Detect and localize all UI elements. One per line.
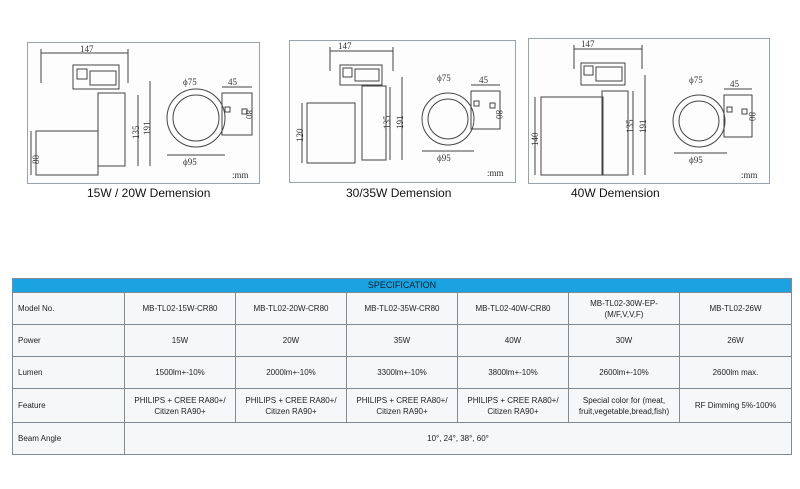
dim-overall-height-label: 191 <box>142 121 152 135</box>
dim-overall-height-label: 191 <box>395 115 405 129</box>
table-cell: MB-TL02-20W-CR80 <box>236 293 347 325</box>
dim-width-label: 147 <box>338 41 352 51</box>
table-cell: PHILIPS + CREE RA80+/ Citizen RA90+ <box>347 389 458 423</box>
dim-outer-diameter-label: ϕ95 <box>437 153 451 163</box>
table-cell: MB-TL02-15W-CR80 <box>125 293 236 325</box>
table-row <box>13 293 792 325</box>
unit-label: :mm <box>741 170 758 180</box>
dim-width-label: 147 <box>581 39 595 49</box>
table-header-row <box>13 279 792 293</box>
table-cell: Special color for (meat, fruit,vegetable,bread,fish) <box>569 389 680 423</box>
unit-label: :mm <box>232 170 249 180</box>
drawing-caption: 30/35W Demension <box>346 186 452 200</box>
dim-box-height-label: 80 <box>747 112 757 121</box>
table-cell: 30W <box>569 325 680 357</box>
table-cell: 40W <box>458 325 569 357</box>
drawing-caption: 15W / 20W Demension <box>87 186 211 200</box>
table-cell: PHILIPS + CREE RA80+/ Citizen RA90+ <box>236 389 347 423</box>
dimension-drawing-svg <box>290 41 515 182</box>
dimension-drawing-15w-20w <box>27 42 260 184</box>
table-cell: PHILIPS + CREE RA80+/ Citizen RA90+ <box>125 389 236 423</box>
dim-head-height-label: 135 <box>131 125 141 139</box>
dim-outer-diameter-label: ϕ95 <box>183 157 197 167</box>
row-label: Model No. <box>13 293 125 325</box>
table-row <box>13 325 792 357</box>
dim-diameter-label: ϕ75 <box>183 77 197 87</box>
dim-diameter-label: ϕ75 <box>437 73 451 83</box>
unit-label: :mm <box>487 168 504 178</box>
dim-body-height-label: 140 <box>530 132 540 146</box>
dim-box-width-label: 45 <box>228 77 237 87</box>
table-cell: RF Dimming 5%-100% <box>680 389 792 423</box>
row-label: Feature <box>13 389 125 423</box>
dim-box-height-label: 80 <box>244 110 254 119</box>
drawing-caption: 40W Demension <box>571 186 660 200</box>
table-cell: 3300lm+-10% <box>347 357 458 389</box>
dim-head-height-label: 135 <box>625 119 635 133</box>
table-cell: MB-TL02-35W-CR80 <box>347 293 458 325</box>
dim-head-height-label: 135 <box>382 115 392 129</box>
row-label: Power <box>13 325 125 357</box>
table-row <box>13 357 792 389</box>
table-row <box>13 423 792 455</box>
table-cell: 20W <box>236 325 347 357</box>
dim-box-height-label: 80 <box>494 110 504 119</box>
table-cell: 15W <box>125 325 236 357</box>
table-cell: PHILIPS + CREE RA80+/ Citizen RA90+ <box>458 389 569 423</box>
table-cell: 26W <box>680 325 792 357</box>
table-cell: 2000lm+-10% <box>236 357 347 389</box>
row-label: Beam Angle <box>13 423 125 455</box>
dim-overall-height-label: 191 <box>638 119 648 133</box>
table-cell: MB-TL02-40W-CR80 <box>458 293 569 325</box>
dim-body-height-label: 80 <box>31 155 41 164</box>
specification-title: SPECIFICATION <box>13 279 792 293</box>
dimension-drawing-svg <box>529 39 769 183</box>
table-cell: 35W <box>347 325 458 357</box>
dimension-drawing-svg <box>28 43 259 183</box>
table-cell: 3800lm+-10% <box>458 357 569 389</box>
dim-outer-diameter-label: ϕ95 <box>689 155 703 165</box>
table-cell: 2600lm+-10% <box>569 357 680 389</box>
dim-box-width-label: 45 <box>730 79 739 89</box>
table-cell: MB-TL02-26W <box>680 293 792 325</box>
table-cell: 1500lm+-10% <box>125 357 236 389</box>
dim-diameter-label: ϕ75 <box>689 75 703 85</box>
dimension-drawing-40w <box>528 38 770 184</box>
dim-width-label: 147 <box>80 44 94 54</box>
specification-table <box>12 278 792 455</box>
beam-angle-value: 10°, 24°, 38°, 60° <box>125 423 792 455</box>
table-row <box>13 389 792 423</box>
table-cell: 2600lm max. <box>680 357 792 389</box>
dimension-drawing-30w-35w <box>289 40 516 183</box>
dim-body-height-label: 120 <box>295 128 305 142</box>
table-cell: MB-TL02-30W-EP-(M/F,V,V,F) <box>569 293 680 325</box>
row-label: Lumen <box>13 357 125 389</box>
dim-box-width-label: 45 <box>479 75 488 85</box>
